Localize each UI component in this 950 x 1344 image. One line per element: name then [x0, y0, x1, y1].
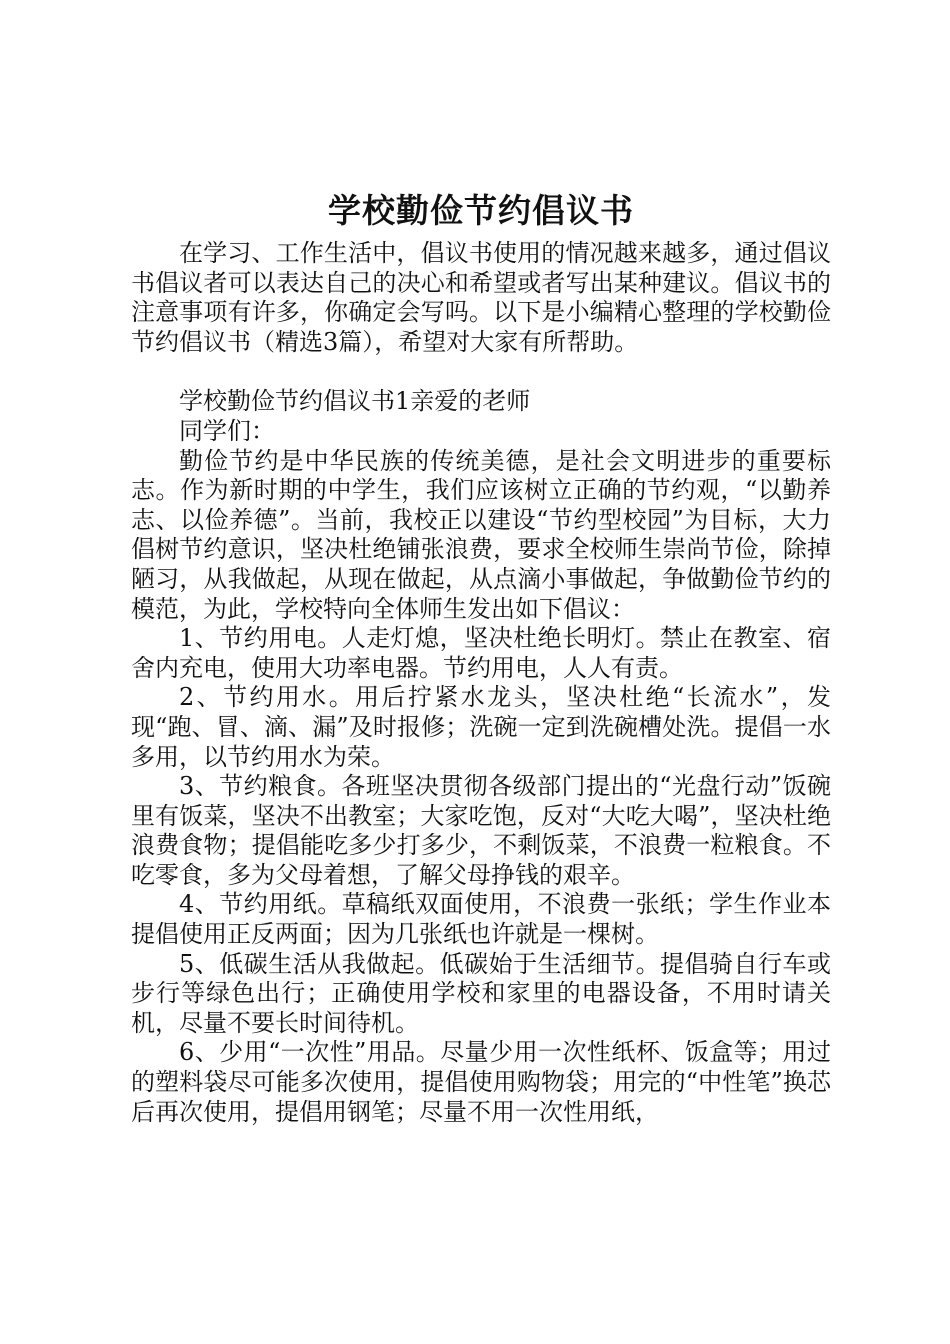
- body-paragraph: 勤俭节约是中华民族的传统美德，是社会文明进步的重要标志。作为新时期的中学生，我们应该树立正确的节约观，“以勤养志、以俭养德”。当前，我校正以建设“节约型校园”为目标，大力倡树节约意识，坚决杜绝铺张浪费，要求全校师生崇尚节俭，除掉陋习，从我做起，从现在做起，从点滴小事做起，争做勤俭节约的模范，为此，学校特向全体师生发出如下倡议：: [131, 446, 831, 623]
- document-title: 学校勤俭节约倡议书: [328, 191, 634, 230]
- document-page: [131, 183, 831, 1127]
- proposal-item-water: 2、节约用水。用后拧紧水龙头，坚决杜绝“长流水”，发现“跑、冒、滴、漏”及时报修；洗碗一定到洗碗槽处洗。提倡一水多用，以节约用水为荣。: [131, 683, 831, 771]
- paragraph-gap: [131, 357, 831, 387]
- section-heading: 学校勤俭节约倡议书1亲爱的老师: [179, 387, 531, 416]
- proposal-item-electricity: 1、节约用电。人走灯熄，坚决杜绝长明灯。禁止在教室、宿舍内充电，使用大功率电器。节约用电，人人有责。: [131, 624, 831, 682]
- proposal-item-disposables: 6、少用“一次性”用品。尽量少用一次性纸杯、饭盒等；用过的塑料袋尽可能多次使用，提倡使用购物袋；用完的“中性笔”换芯后再次使用，提倡用钢笔；尽量不用一次性用纸，: [131, 1038, 831, 1126]
- intro-paragraph: 在学习、工作生活中，倡议书使用的情况越来越多，通过倡议书倡议者可以表达自己的决心和希望或者写出某种建议。倡议书的注意事项有许多，你确定会写吗。以下是小编精心整理的学校勤俭节约倡议书（精选3篇），希望对大家有所帮助。: [131, 239, 831, 356]
- proposal-item-low-carbon: 5、低碳生活从我做起。低碳始于生活细节。提倡骑自行车或步行等绿色出行；正确使用学校和家里的电器设备，不用时请关机，尽量不要长时间待机。: [131, 949, 831, 1037]
- salutation: 同学们：: [179, 416, 275, 445]
- proposal-item-paper: 4、节约用纸。草稿纸双面使用，不浪费一张纸；学生作业本提倡使用正反两面；因为几张纸也许就是一棵树。: [131, 890, 831, 949]
- proposal-item-food: 3、节约粮食。各班坚决贯彻各级部门提出的“光盘行动”饭碗里有饭菜，坚决不出教室；大家吃饱，反对“大吃大喝”，坚决杜绝浪费食物；提倡能吃多少打多少，不剩饭菜，不浪费一粒粮食。不吃零食，多为父母着想，了解父母挣钱的艰辛。: [131, 772, 831, 889]
